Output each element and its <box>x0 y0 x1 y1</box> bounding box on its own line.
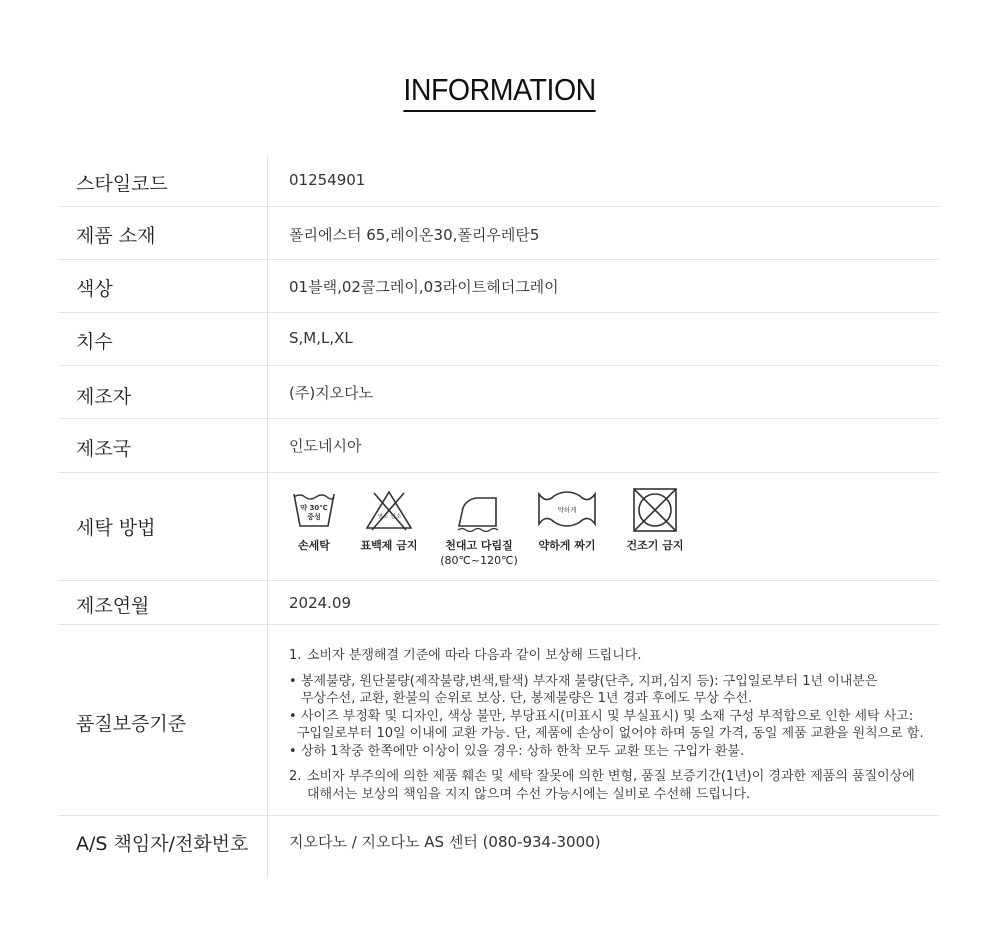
page-title: INFORMATION <box>404 72 596 112</box>
maker-value: (주)지오다노 <box>289 384 374 402</box>
page-title-wrap <box>0 72 1000 112</box>
iron-icon <box>454 488 504 532</box>
quality-standard-text <box>289 647 939 803</box>
row-size <box>59 313 939 366</box>
gentle-wring-icon <box>536 488 598 532</box>
style-code-value: 01254901 <box>289 171 366 189</box>
care-item-hand-wash <box>289 488 339 553</box>
svg-text:산소: 산소 <box>390 514 402 520</box>
no-tumble-dry-icon <box>631 488 679 532</box>
washing-label: 세탁 방법 <box>76 517 156 539</box>
maker-label: 제조자 <box>76 386 132 408</box>
date-label: 제조연월 <box>76 595 150 617</box>
quality-item-1: 1. 소비자 분쟁해결 기준에 따라 다음과 같이 보상해 드립니다. <box>289 648 642 663</box>
material-value: 폴리에스터 65,레이온30,폴리우레탄5 <box>289 226 540 244</box>
row-style-code <box>59 156 939 207</box>
hand-wash-icon <box>291 488 337 532</box>
no-tumble-dry-label: 건조기 금지 <box>626 539 684 552</box>
quality-bullet-2: • 사이즈 부정확 및 디자인, 색상 불만, 부당표시(미표시 및 부실표시) 및 소재 구성 부적합으로 인한 세탁 사고: 구입일로부터 10일 이내에 교환 가능. 단, 제품에 손상이 없어야 하며 동일 가격, 동일 제품 교환을 원칙으로 함. <box>289 708 924 741</box>
color-value: 01블랙,02콜그레이,03라이트헤더그레이 <box>289 278 559 296</box>
row-washing <box>59 473 939 581</box>
style-code-label: 스타일코드 <box>76 173 168 195</box>
row-country <box>59 419 939 473</box>
svg-text:약 30℃: 약 30℃ <box>300 504 328 512</box>
care-item-no-bleach <box>359 488 419 553</box>
row-quality <box>59 625 939 816</box>
row-maker <box>59 366 939 419</box>
country-value: 인도네시아 <box>289 437 362 455</box>
quality-item-2: 2. 소비자 부주의에 의한 제품 훼손 및 세탁 잘못에 의한 변형, 품질 보증기간(1년)이 경과한 제품의 품질이상에 대해서는 보상의 책임을 지지 않으며 수선 가능시에는 실비로 수선해 드립니다. <box>289 769 915 802</box>
row-as-contact <box>59 816 939 876</box>
no-bleach-label: 표백제 금지 <box>360 539 418 552</box>
quality-bullet-3: • 상하 1착중 한쪽에만 이상이 있을 경우: 상하 한착 모두 교환 또는 구입가 환불. <box>289 743 745 759</box>
svg-text:약하게: 약하게 <box>557 506 577 514</box>
quality-label: 품질보증기준 <box>76 713 187 735</box>
quality-bullet-1: • 봉제불량, 원단불량(제작불량,변색,탈색) 부자재 불량(단추, 지퍼,심지 등): 구입일로부터 1년 이내분은 무상수선, 교환, 환불의 순위로 보상. 단, 봉제불량은 1년 경과 후에도 무상 수선. <box>289 673 878 706</box>
care-item-gentle-wring <box>534 488 600 553</box>
row-material <box>59 207 939 260</box>
gentle-wring-label: 약하게 짜기 <box>538 539 596 552</box>
date-value: 2024.09 <box>289 594 352 612</box>
iron-temp-label: (80℃~120℃) <box>440 554 518 567</box>
size-value: S,M,L,XL <box>289 329 353 347</box>
no-bleach-icon <box>364 488 414 532</box>
hand-wash-label: 손세탁 <box>298 539 330 552</box>
svg-text:염소: 염소 <box>377 514 389 520</box>
size-label: 치수 <box>76 331 113 353</box>
as-contact-value: 지오다노 / 지오다노 AS 센터 (080-934-3000) <box>289 833 601 851</box>
as-contact-label: A/S 책임자/전화번호 <box>76 833 249 855</box>
color-label: 색상 <box>76 278 113 300</box>
row-color <box>59 260 939 313</box>
svg-text:중성: 중성 <box>307 513 321 521</box>
care-item-no-tumble-dry <box>622 488 688 553</box>
row-date <box>59 581 939 625</box>
country-label: 제조국 <box>76 438 132 460</box>
material-label: 제품 소재 <box>76 225 156 247</box>
care-item-iron <box>439 488 519 568</box>
iron-label: 천대고 다림질 <box>445 539 513 552</box>
